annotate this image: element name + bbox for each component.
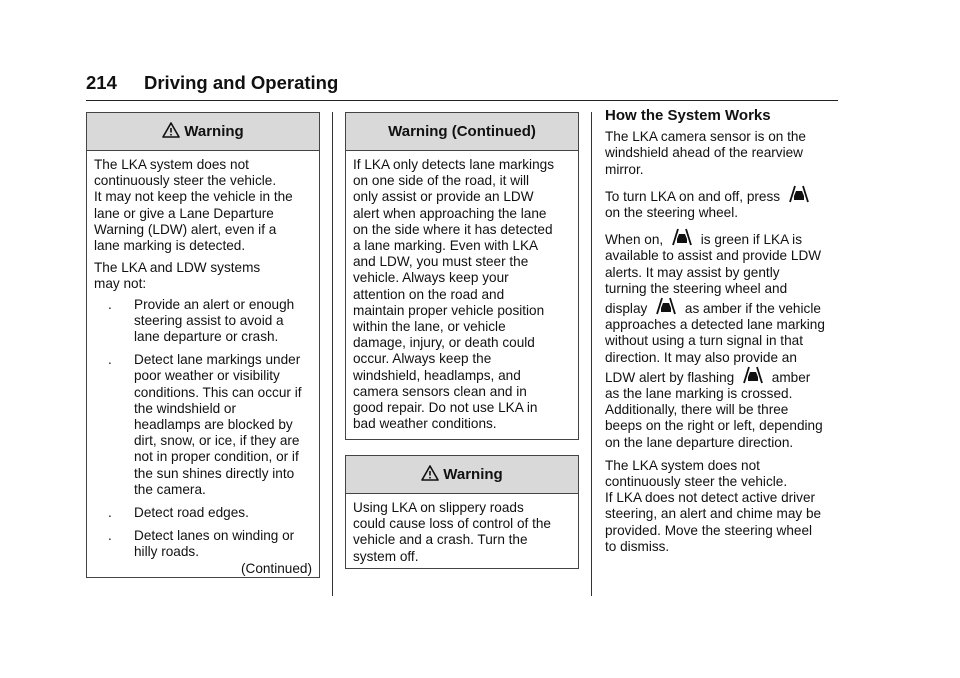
paragraph-camera <box>605 129 841 178</box>
text-line: on the steering wheel. <box>605 205 739 221</box>
lane-keep-assist-icon <box>653 297 679 315</box>
text-line: Warning (LDW) alert, even if a <box>94 221 277 237</box>
text-line: lane departure or crash. <box>134 329 279 345</box>
text-line: poor weather or visibility <box>134 368 280 384</box>
text-line: system off. <box>353 548 419 564</box>
text-line: is green if LKA is <box>700 232 802 248</box>
list-item <box>94 297 312 346</box>
section-heading: How the System Works <box>605 107 771 124</box>
text-line: alert when approaching the lane <box>353 205 547 221</box>
warning-title-text: Warning <box>184 123 244 140</box>
lane-keep-assist-icon <box>669 228 695 246</box>
warning-box-left <box>86 112 320 578</box>
warning-continued-box <box>345 112 579 440</box>
text-line: Detect lane markings under <box>134 352 301 368</box>
text-line: alerts. It may assist by gently <box>605 264 780 280</box>
text-line: beeps on the right or left, depending <box>605 418 823 434</box>
warning-bullet-list <box>94 297 312 561</box>
text-line: direction. It may also provide an <box>605 349 797 365</box>
text-line: on the lane departure direction. <box>605 434 794 450</box>
lane-keep-assist-icon <box>786 185 812 203</box>
text-line: not in proper condition, or if <box>134 449 299 465</box>
text-line: occur. Always keep the <box>353 351 492 367</box>
text-line: without using a turn signal in that <box>605 333 803 349</box>
text-line: damage, injury, or death could <box>353 335 535 351</box>
column-divider-1 <box>332 112 333 596</box>
text-line: as amber if the vehicle <box>684 301 821 317</box>
text-line: When on, <box>605 232 664 248</box>
warning-paragraph-2 <box>94 260 312 292</box>
how-system-works-section <box>605 108 841 562</box>
warning-continued-title: Warning (Continued) <box>346 113 578 151</box>
text-line: continuously steer the vehicle. <box>605 474 788 490</box>
text-line: It may not keep the vehicle in the <box>94 189 293 205</box>
text-line: lane marking is detected. <box>94 238 246 254</box>
text-line: on the side where it has detected <box>353 221 553 237</box>
list-item <box>94 352 312 498</box>
lane-keep-assist-icon <box>740 366 766 384</box>
text-line: dirt, snow, or ice, if they are <box>134 433 300 449</box>
text-line: good repair. Do not use LKA in <box>353 400 538 416</box>
text-line: on one side of the road, it will <box>353 173 530 189</box>
text-line: the sun shines directly into <box>134 465 295 481</box>
text-line: If LKA only detects lane markings <box>353 157 554 172</box>
text-line: vehicle and a crash. Turn the <box>353 532 528 548</box>
text-line: Additionally, there will be three <box>605 402 789 418</box>
text-line: Provide an alert or enough <box>134 296 295 312</box>
text-line: maintain proper vehicle position <box>353 302 545 318</box>
text-line: within the lane, or vehicle <box>353 319 506 335</box>
list-item <box>94 505 312 521</box>
text-line: The LKA and LDW systems <box>94 260 261 276</box>
text-line: windshield, headlamps, and <box>353 367 521 383</box>
text-line: headlamps are blocked by <box>134 417 293 433</box>
paragraph-turn-on <box>605 185 841 221</box>
text-line: Using LKA on slippery roads <box>353 500 524 515</box>
list-item <box>94 528 312 560</box>
text-line: bad weather conditions. <box>353 416 497 432</box>
paragraph-no-steer <box>605 458 841 555</box>
text-line: LDW alert by flashing <box>605 369 735 385</box>
warning-continued-body <box>346 151 578 444</box>
page-header <box>86 70 838 101</box>
text-line: may not: <box>94 276 147 292</box>
text-line: vehicle. Always keep your <box>353 270 509 286</box>
text-line: approaches a detected lane marking <box>605 317 825 333</box>
text-line: steering assist to avoid a <box>134 312 284 328</box>
text-line: continuously steer the vehicle. <box>94 173 277 189</box>
text-line: and LDW, you must steer the <box>353 254 529 270</box>
bullet-mark: . <box>108 528 112 544</box>
text-line: camera sensors clean and in <box>353 383 527 399</box>
page-number: 214 <box>86 72 117 93</box>
warning-title-text: Warning <box>443 466 503 483</box>
text-line: mirror. <box>605 161 644 177</box>
warning-continued-paragraph <box>353 157 571 432</box>
warning-box-body <box>87 151 319 583</box>
text-line: display <box>605 301 648 317</box>
section-title: Driving and Operating <box>144 72 339 93</box>
warning-triangle-icon <box>162 122 180 138</box>
text-line: lane or give a Lane Departure <box>94 205 274 221</box>
text-line: as the lane marking is crossed. <box>605 386 793 402</box>
text-line: available to assist and provide LDW <box>605 248 822 264</box>
text-line: could cause loss of control of the <box>353 516 551 532</box>
text-line: Detect lanes on winding or <box>134 528 295 544</box>
text-line: attention on the road and <box>353 286 505 302</box>
warning-triangle-icon <box>421 465 439 481</box>
bullet-mark: . <box>108 352 112 368</box>
text-line: amber <box>771 369 811 385</box>
text-line: steering, an alert and chime may be <box>605 506 822 522</box>
text-line: turning the steering wheel and <box>605 280 788 296</box>
warning-box-slippery <box>345 455 579 569</box>
text-line: to dismiss. <box>605 538 670 554</box>
warning-box-body <box>346 494 578 577</box>
text-line: hilly roads. <box>134 544 199 560</box>
text-line: The LKA system does not <box>94 157 249 172</box>
text-line: the windshield or <box>134 400 237 416</box>
text-line: only assist or provide an LDW <box>353 189 534 205</box>
bullet-mark: . <box>108 505 112 521</box>
warning-paragraph <box>353 500 571 565</box>
text-line: windshield ahead of the rearview <box>605 145 803 161</box>
continued-label: (Continued) <box>240 560 312 576</box>
text-line: conditions. This can occur if <box>134 384 302 400</box>
text-line: If LKA does not detect active driver <box>605 490 816 506</box>
bullet-mark: . <box>108 296 112 312</box>
text-line: The LKA system does not <box>605 457 760 473</box>
text-line: provided. Move the steering wheel <box>605 522 813 538</box>
warning-box-title <box>346 456 578 494</box>
warning-box-title <box>87 113 319 151</box>
text-line: a lane marking. Even with LKA <box>353 238 539 254</box>
text-line: Detect road edges. <box>134 505 249 521</box>
text-line: To turn LKA on and off, press <box>605 188 781 204</box>
warning-paragraph-1 <box>94 157 312 254</box>
text-line: the camera. <box>134 481 206 497</box>
text-line: The LKA camera sensor is on the <box>605 129 806 145</box>
paragraph-when-on <box>605 228 841 451</box>
column-divider-2 <box>591 112 592 596</box>
